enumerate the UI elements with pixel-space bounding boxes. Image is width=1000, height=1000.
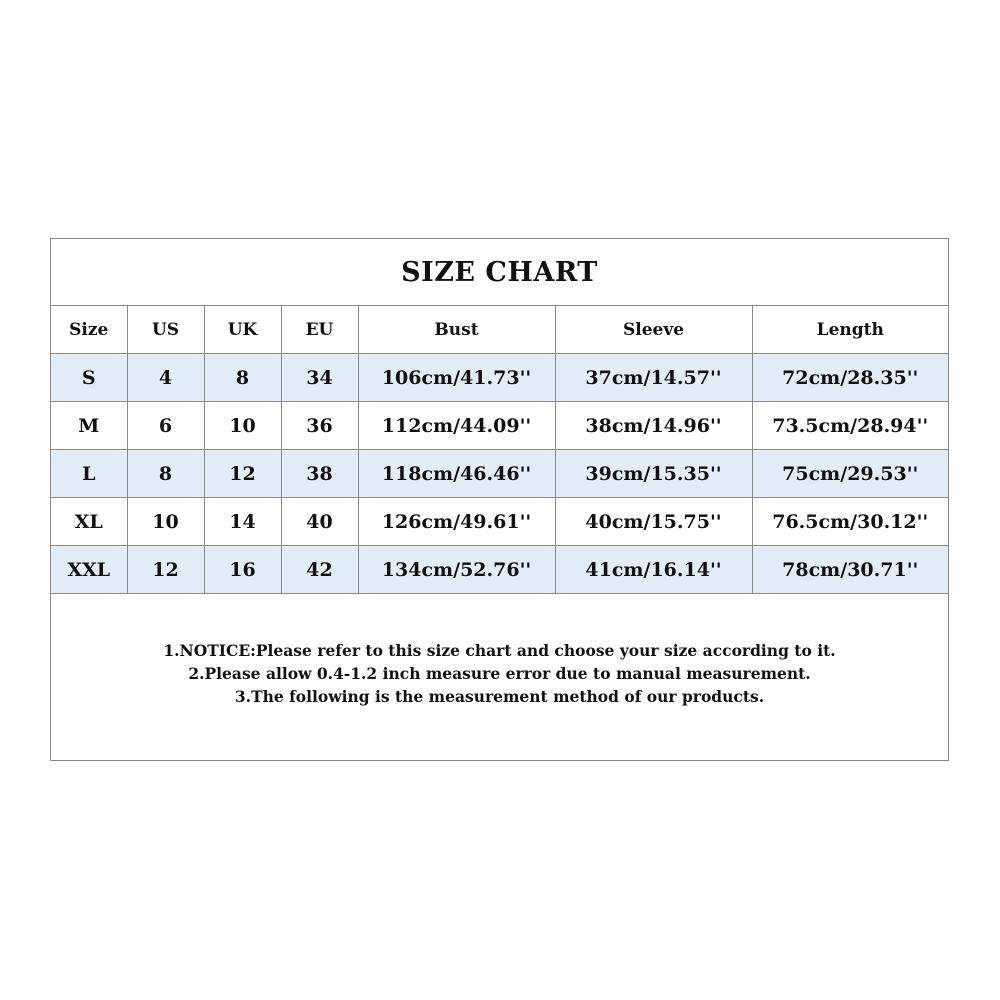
header-sleeve: Sleeve xyxy=(555,306,752,354)
cell-size: L xyxy=(51,450,127,498)
cell-sleeve: 41cm/16.14'' xyxy=(555,546,752,594)
size-chart xyxy=(50,238,949,761)
header-uk: UK xyxy=(204,306,281,354)
cell-bust: 118cm/46.46'' xyxy=(358,450,555,498)
cell-length: 73.5cm/28.94'' xyxy=(752,402,948,450)
cell-uk: 14 xyxy=(204,498,281,546)
notes xyxy=(51,639,948,708)
size-table xyxy=(51,306,948,594)
cell-us: 4 xyxy=(127,354,204,402)
cell-bust: 134cm/52.76'' xyxy=(358,546,555,594)
cell-bust: 106cm/41.73'' xyxy=(358,354,555,402)
cell-length: 75cm/29.53'' xyxy=(752,450,948,498)
cell-eu: 34 xyxy=(281,354,358,402)
cell-size: M xyxy=(51,402,127,450)
chart-title: SIZE CHART xyxy=(401,256,598,288)
header-us: US xyxy=(127,306,204,354)
cell-uk: 12 xyxy=(204,450,281,498)
cell-size: XL xyxy=(51,498,127,546)
header-row xyxy=(51,306,948,354)
cell-length: 78cm/30.71'' xyxy=(752,546,948,594)
cell-sleeve: 40cm/15.75'' xyxy=(555,498,752,546)
cell-size: S xyxy=(51,354,127,402)
cell-bust: 112cm/44.09'' xyxy=(358,402,555,450)
header-eu: EU xyxy=(281,306,358,354)
cell-uk: 8 xyxy=(204,354,281,402)
cell-sleeve: 37cm/14.57'' xyxy=(555,354,752,402)
cell-uk: 10 xyxy=(204,402,281,450)
cell-eu: 36 xyxy=(281,402,358,450)
note-line: 3.The following is the measurement method of our products. xyxy=(234,687,765,706)
table-row xyxy=(51,546,948,594)
header-length: Length xyxy=(752,306,948,354)
table-row xyxy=(51,450,948,498)
cell-sleeve: 38cm/14.96'' xyxy=(555,402,752,450)
cell-us: 6 xyxy=(127,402,204,450)
cell-eu: 38 xyxy=(281,450,358,498)
table-row xyxy=(51,354,948,402)
cell-length: 76.5cm/30.12'' xyxy=(752,498,948,546)
cell-uk: 16 xyxy=(204,546,281,594)
cell-sleeve: 39cm/15.35'' xyxy=(555,450,752,498)
title-row xyxy=(51,239,948,306)
cell-eu: 40 xyxy=(281,498,358,546)
header-bust: Bust xyxy=(358,306,555,354)
cell-eu: 42 xyxy=(281,546,358,594)
cell-bust: 126cm/49.61'' xyxy=(358,498,555,546)
cell-size: XXL xyxy=(51,546,127,594)
note-line: 2.Please allow 0.4-1.2 inch measure error due to manual measurement. xyxy=(188,664,811,683)
table-row xyxy=(51,498,948,546)
cell-us: 12 xyxy=(127,546,204,594)
cell-length: 72cm/28.35'' xyxy=(752,354,948,402)
cell-us: 10 xyxy=(127,498,204,546)
cell-us: 8 xyxy=(127,450,204,498)
note-line: 1.NOTICE:Please refer to this size chart and choose your size according to it. xyxy=(163,641,836,660)
table-row xyxy=(51,402,948,450)
header-size: Size xyxy=(51,306,127,354)
